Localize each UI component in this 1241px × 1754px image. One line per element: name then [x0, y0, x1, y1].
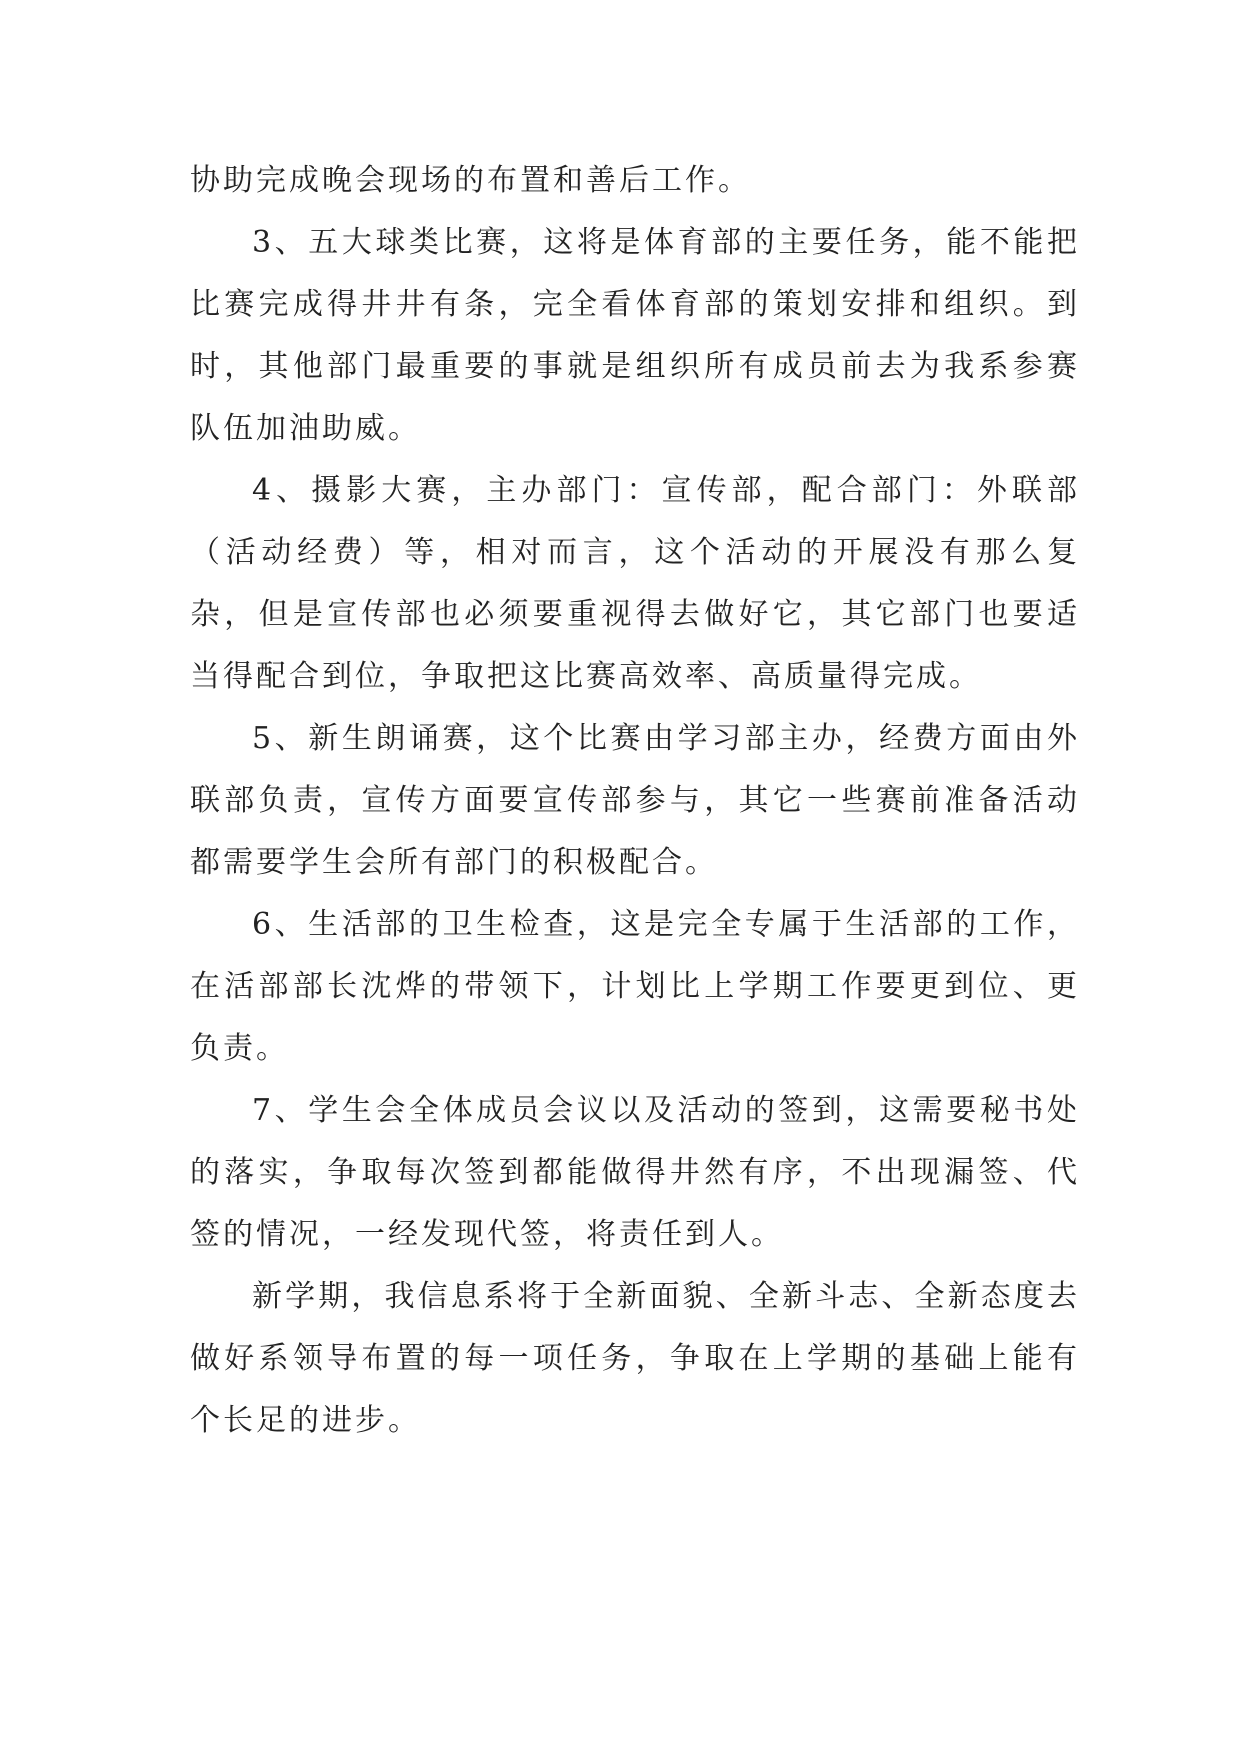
paragraph-conclusion: 新学期，我信息系将于全新面貌、全新斗志、全新态度去做好系领导布置的每一项任务，争取在上学期的基础上能有个长足的进步。	[190, 1279, 1080, 1438]
document-body	[190, 150, 1080, 1452]
paragraph-hygiene-inspection: 6、生活部的卫生检查，这是完全专属于生活部的工作，在活部部长沈烨的带领下，计划比上学期工作要更到位、更负责。	[190, 907, 1080, 1066]
paragraph-meeting-signin: 7、学生会全体成员会议以及活动的签到，这需要秘书处的落实，争取每次签到都能做得井然有序，不出现漏签、代签的情况，一经发现代签，将责任到人。	[190, 1093, 1080, 1252]
paragraph-ball-games: 3、五大球类比赛，这将是体育部的主要任务，能不能把比赛完成得井井有条，完全看体育部的策划安排和组织。到时，其他部门最重要的事就是组织所有成员前去为我系参赛队伍加油助威。	[190, 225, 1080, 446]
paragraph-recitation-contest: 5、新生朗诵赛，这个比赛由学习部主办，经费方面由外联部负责，宣传方面要宣传部参与，其它一些赛前准备活动都需要学生会所有部门的积极配合。	[190, 721, 1080, 880]
paragraph-continuation: 协助完成晚会现场的布置和善后工作。	[190, 163, 751, 198]
paragraph-photography-contest: 4、摄影大赛，主办部门：宣传部，配合部门：外联部（活动经费）等，相对而言，这个活动的开展没有那么复杂，但是宣传部也必须要重视得去做好它，其它部门也要适当得配合到位，争取把这比赛高效率、高质量得完成。	[190, 473, 1080, 694]
